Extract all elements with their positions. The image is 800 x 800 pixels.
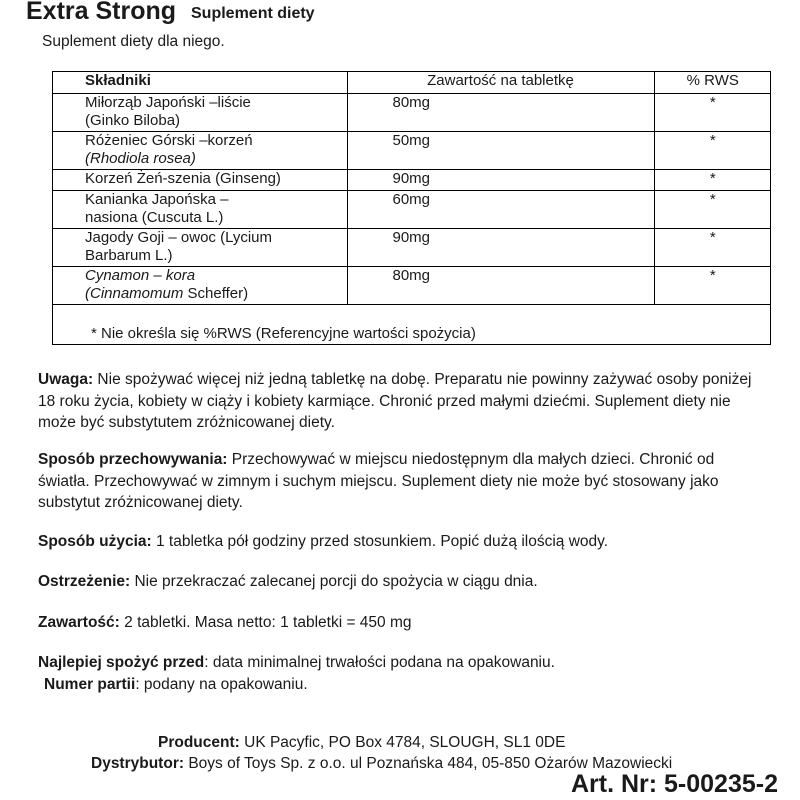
section-label: Numer partii: [44, 676, 136, 693]
intro-text: Suplement diety dla niego.: [42, 33, 225, 50]
ingredients-table: [52, 71, 771, 345]
section-label: Uwaga:: [38, 371, 94, 388]
distributor-line: Dystrybutor: Boys of Toys Sp. z o.o. ul Poznańska 484, 05-850 Ożarów Mazowiecki: [91, 755, 673, 772]
product-title: Extra Strong: [26, 0, 177, 25]
ingredient-amount: 80mg: [347, 94, 654, 132]
table-header-row: [53, 72, 771, 94]
ingredient-amount: 90mg: [347, 229, 654, 267]
table-footnote: * Nie określa się %RWS (Referencyjne wartości spożycia): [91, 325, 476, 342]
bestbefore-section: Najlepiej spożyć przed: data minimalnej trwałości podana na opakowaniu.: [38, 654, 555, 671]
ingredient-rws: *: [654, 229, 771, 267]
section-label: Najlepiej spożyć przed: [38, 654, 205, 671]
ingredient-rws: *: [654, 191, 771, 229]
storage-section: Sposób przechowywania: Przechowywać w miejscu niedostępnym dla małych dzieci. Chronić od światła. Przechowywać w zimnym i suchym miejscu. Suplement diety nie może być stosowany jako substytut zróżnicowanej diety.: [38, 451, 719, 511]
content-section: Zawartość: 2 tabletki. Masa netto: 1 tabletki = 450 mg: [38, 614, 412, 631]
ingredient-amount: 90mg: [347, 170, 654, 191]
ingredient-rws: *: [654, 170, 771, 191]
table-row: [53, 170, 771, 191]
col-header-ingredients: Składniki: [53, 72, 347, 94]
col-header-amount: Zawartość na tabletkę: [347, 72, 654, 94]
table-row: [53, 229, 771, 267]
ingredient-name: Jagody Goji – owoc (Lycium Barbarum L.): [53, 229, 347, 267]
article-number: Art. Nr: 5-00235-2: [570, 770, 778, 798]
ingredient-rws: *: [654, 267, 771, 305]
ingredient-name: Kanianka Japońska – nasiona (Cuscuta L.): [53, 191, 347, 229]
ingredient-name: Korzeń Żeń-szenia (Ginseng): [53, 170, 347, 191]
ingredient-amount: 80mg: [347, 267, 654, 305]
ingredient-amount: 60mg: [347, 191, 654, 229]
section-label: Sposób przechowywania:: [38, 451, 228, 468]
table-row: [53, 94, 771, 132]
usage-section: Sposób użycia: 1 tabletka pół godziny przed stosunkiem. Popić dużą ilością wody.: [38, 533, 609, 550]
producer-line: Producent: UK Pacyfic, PO Box 4784, SLOUGH, SL1 0DE: [158, 734, 566, 751]
batch-section: Numer partii: podany na opakowaniu.: [44, 676, 308, 693]
table-row: [53, 267, 771, 305]
col-header-rws: % RWS: [654, 72, 771, 94]
ingredient-name: Różeniec Górski –korzeń (Rhodiola rosea): [53, 132, 347, 170]
ingredient-name: Miłorząb Japoński –liście (Ginko Biloba): [53, 94, 347, 132]
section-label: Zawartość:: [38, 614, 120, 631]
section-label: Ostrzeżenie:: [38, 573, 131, 590]
table-row: [53, 132, 771, 170]
caution-section: Ostrzeżenie: Nie przekraczać zalecanej porcji do spożycia w ciągu dnia.: [38, 573, 538, 590]
product-subtitle: Suplement diety: [191, 5, 315, 22]
ingredient-name: Cynamon – kora (Cinnamomum Scheffer): [53, 267, 347, 305]
ingredient-amount: 50mg: [347, 132, 654, 170]
ingredient-rws: *: [654, 132, 771, 170]
ingredient-rws: *: [654, 94, 771, 132]
table-row: [53, 191, 771, 229]
warning-note: Uwaga: Nie spożywać więcej niż jedną tabletkę na dobę. Preparatu nie powinny zażywać osoby poniżej 18 roku życia, kobiety w ciąży i kobiety karmiące. Chronić przed małymi dziećmi. Suplement diety nie może być substytutem zróżnicowanej diety.: [38, 371, 752, 431]
section-label: Sposób użycia:: [38, 533, 152, 550]
